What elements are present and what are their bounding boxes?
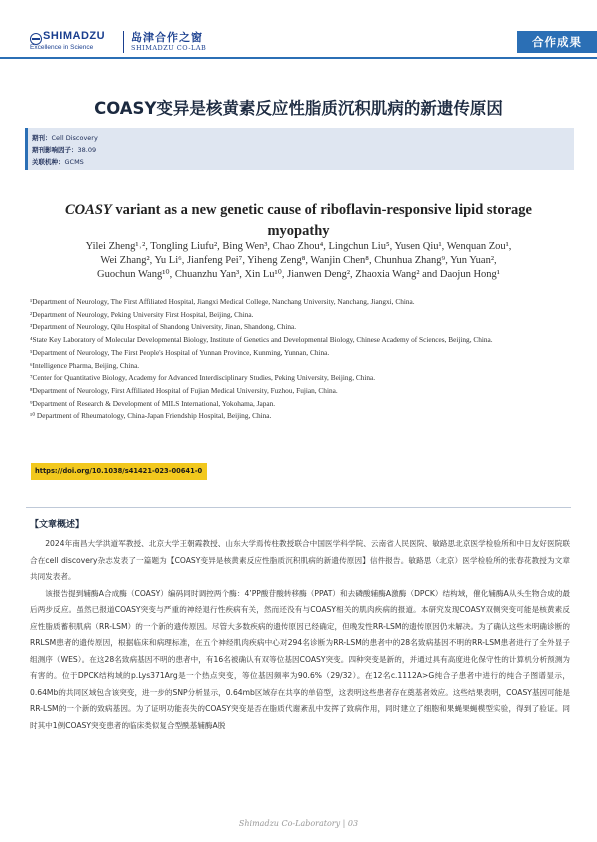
section-body — [30, 536, 570, 734]
affiliation-item: ⁴State Key Laboratory of Molecular Developmental Biology, Institute of Genetics and Developmental Biology, Chinese Academy of Sciences, Beijing, China. — [30, 335, 493, 345]
impact-factor-line — [32, 145, 96, 154]
journal-info-accent — [25, 128, 28, 170]
instrument-value: GCMS — [64, 158, 84, 166]
lab-name-en: SHIMADZU CO-LAB — [131, 44, 207, 52]
affiliation-item: ⁶Intelligence Pharma, Beijing, China. — [30, 360, 140, 370]
body-paragraph: 2024年南昌大学洪道军教授、北京大学王朝霞教授、山东大学焉传柱教授联合中国医学科学院、云南省人民医院、敏路思北京医学检验所和中日友好医院联合在cell discovery杂志发表了一篇题为【COASY变异是核黄素反应性脂质沉积肌病的新遗传原因】信件报告。敏路思（北京）医学检验所的张春花教授为文章共同发表者。 — [30, 539, 570, 581]
affiliation-item: ⁸Department of Neurology, First Affiliated Hospital of Fujian Medical University, Fuzhou, Fujian, China. — [30, 385, 338, 395]
affiliation-item: ¹⁰ Department of Rheumatology, China-Japan Friendship Hospital, Beijing, China. — [30, 411, 272, 421]
doi-link[interactable]: https://doi.org/10.1038/s41421-023-00641-0 — [31, 463, 207, 480]
body-paragraph: 该报告提到辅酶A合成酶（COASY）编码同时调控两个酶：4’PP酸苷酸转移酶（PPAT）和去磷酸辅酶A激酶（DPCK）结构域，催化辅酶A从头生物合成的最后两步反应。虽然已报道COASY突变与严重的神经退行性疾病有关，然而还没有与COASY相关的肌肉疾病的报道。本研究发现COASY双侧突变可能是核黄素反应性脂质蓄积肌病（RR-LSM）的一个新的遗传原因。尽管大多数疾病的遗传原因已经确定，但晚发性RR-LSM的遗传原因仍未解决。为了确认这些未明确诊断的RRLSM患者的遗传原因，根据临床和病理标准，在五个神经肌肉疾病中心对294名诊断为RR-LSM的患者中的28名致病基因不明的RR-LSM患者进行了全外显子组测序（WES）。在这28名致病基因不明的患者中，有16名被确认有双等位基因COASY突变。四种突变是新的，并通过具有高度进化保守性的计算机分析预测为有害的。位于DPCK结构域的p.Lys371Arg是一个热点突变，等位基因频率为90.6%（29/32）。在12名c.1112A>G纯合子患者中进行的纯合子图谱显示，0.64Mb的共同区域包含该突变，进一步的SNP分析显示，0.64mb区域存在共享的单倍型，这表明这些患者存在奠基者效应。这些结果表明，COASY基因可能是RR-LSM的一个新的致病基因。为了证明功能丧失的COASY突变是否在脂质代谢紊乱中发挥了致病作用，同时建立了细胞和果蝇果蝇模型实验，得到了验证。同时其中1例COASY突变患者的临床类似复合型酰基辅酶A脱 — [30, 588, 570, 730]
affiliation-item: ¹Department of Neurology, The First Affiliated Hospital, Jiangxi Medical College, Nanchang University, Nanchang, Jiangxi, China. — [30, 297, 415, 306]
page-title: COASY变异是核黄素反应性脂质沉积肌病的新遗传原因 — [94, 99, 503, 118]
page-footer: Shimadzu Co-Laboratory | 03 — [238, 819, 359, 828]
lab-name-cn: 岛津合作之窗 — [131, 31, 203, 44]
impact-factor-value: 38.09 — [77, 146, 97, 154]
journal-line — [32, 133, 98, 142]
category-badge: 合作成果 — [517, 31, 597, 53]
instrument-line — [32, 157, 84, 166]
affiliation-list — [30, 296, 575, 423]
affiliation-item: ²Department of Neurology, Peking University First Hospital, Beijing, China. — [30, 309, 254, 319]
brand-name: SHIMADZU — [43, 30, 106, 42]
author-line: Wei Zhang², Yu Li⁶, Jianfeng Pei⁷, Yiheng Zeng⁸, Wanjin Chen⁸, Chunhua Zhang⁹, Yun Yuan², — [100, 255, 497, 267]
header-rule — [0, 57, 597, 59]
instrument-label: 关联机种： — [32, 158, 65, 166]
header-divider — [123, 31, 124, 53]
article-title-rest: variant as a new genetic cause of riboflavin-responsive lipid storage myopathy — [111, 202, 532, 239]
journal-label: 期刊： — [32, 134, 52, 142]
affiliation-item: ⁷Center for Quantitative Biology, Academy for Advanced Interdisciplinary Studies, Peking University, Beijing, China. — [30, 373, 376, 383]
author-list — [40, 240, 557, 283]
journal-value: Cell Discovery — [51, 134, 98, 142]
section-heading: 【文章概述】 — [30, 520, 85, 530]
author-line: Guochun Wang¹⁰, Chuanzhu Yan³, Xin Lu¹⁰, Jianwen Deng², Zhaoxia Wang² and Daojun Hong¹ — [97, 269, 500, 281]
affiliation-item: ⁵Department of Neurology, The First People's Hospital of Yunnan Province, Kunming, Yunnan, China. — [30, 347, 330, 357]
article-title — [40, 200, 557, 242]
journal-info-box — [25, 128, 574, 170]
section-divider — [26, 507, 571, 508]
brand-tagline: Excellence in Science — [30, 44, 94, 51]
article-title-gene: COASY — [65, 202, 112, 218]
affiliation-item: ³Department of Neurology, Qilu Hospital of Shandong University, Jinan, Shandong, China. — [30, 322, 297, 332]
author-line: Yilei Zheng¹˒², Tongling Liufu², Bing Wen³, Chao Zhou⁴, Lingchun Liu⁵, Yusen Qiu¹, Wenquan Zou¹, — [85, 241, 512, 252]
impact-factor-label: 期刊影响因子： — [32, 146, 78, 154]
affiliation-item: ⁹Department of Research & Development of MILS International, Yokohama, Japan. — [30, 398, 276, 408]
